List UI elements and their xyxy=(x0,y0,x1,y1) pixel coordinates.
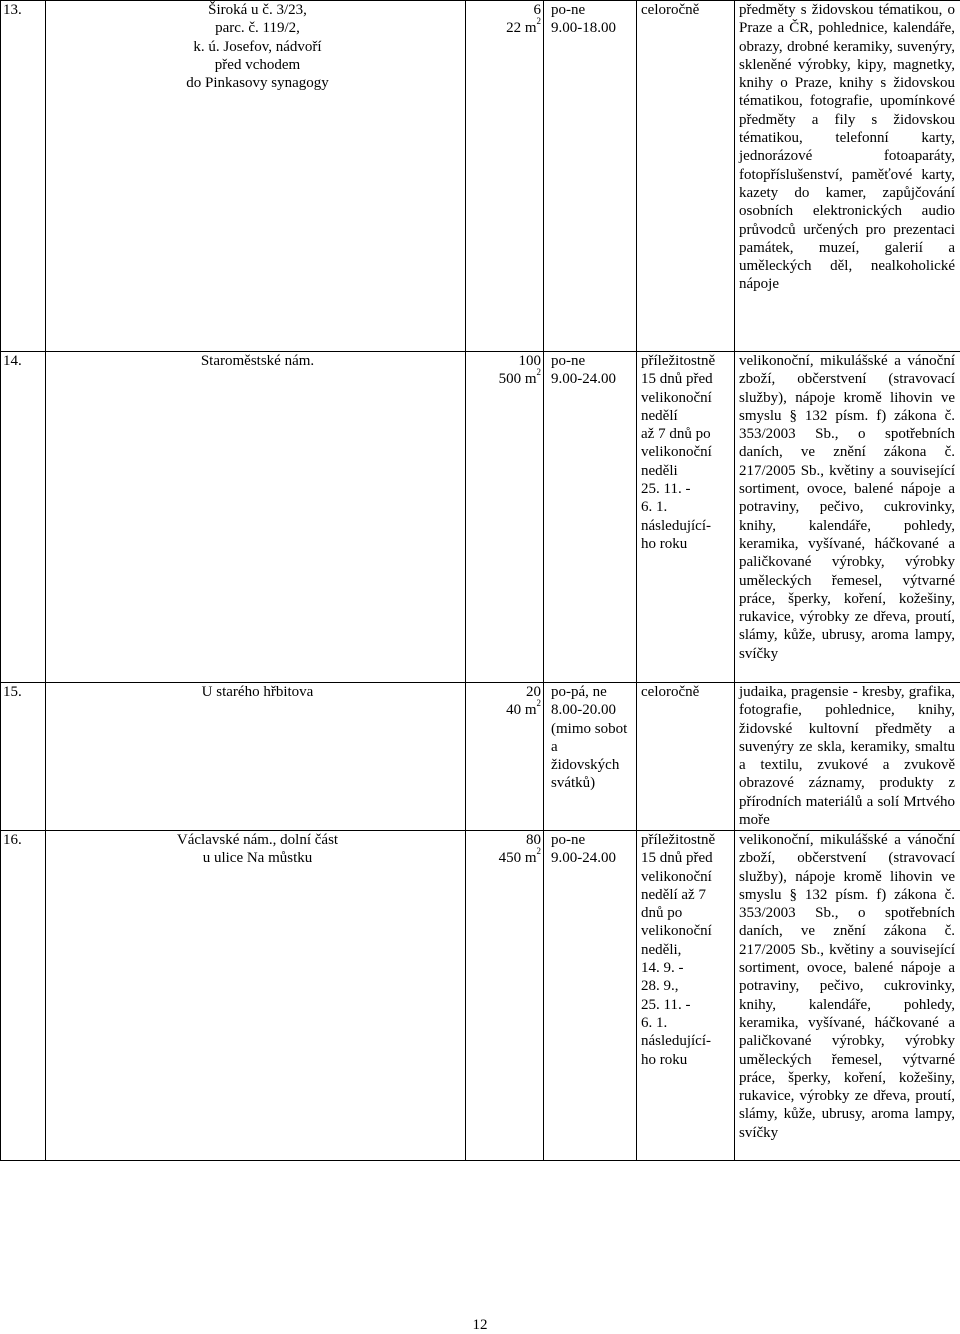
area-text: 450 m xyxy=(499,850,537,866)
row-number-cell xyxy=(1,1,46,352)
period-line: velikonoční xyxy=(641,868,730,886)
capacity-cell xyxy=(466,1,544,352)
period-line: velikonoční xyxy=(641,443,730,461)
period-cell xyxy=(637,1,735,352)
row-number: 14. xyxy=(3,353,22,369)
hours-line: po-ne xyxy=(551,1,636,19)
location-cell xyxy=(46,352,466,683)
period-line: následující- xyxy=(641,517,730,535)
period-line: velikonoční xyxy=(641,389,730,407)
period-line: dnů po xyxy=(641,904,730,922)
row-number-cell xyxy=(1,683,46,831)
hours-line: (mimo sobot xyxy=(551,720,636,738)
hours-line: po-ne xyxy=(551,831,636,849)
period-line: 14. 9. - xyxy=(641,959,730,977)
hours-cell xyxy=(544,683,637,831)
area-value xyxy=(466,19,541,37)
stall-count: 20 xyxy=(466,683,541,701)
period-line: až 7 dnů po xyxy=(641,425,730,443)
goods-cell xyxy=(735,683,960,831)
period-line: 6. 1. xyxy=(641,498,730,516)
goods-cell xyxy=(735,352,960,683)
goods-cell xyxy=(735,831,960,1161)
period-line: příležitostně xyxy=(641,352,730,370)
hours-line: 9.00-24.00 xyxy=(551,370,636,388)
period-line: příležitostně xyxy=(641,831,730,849)
period-line: 28. 9., xyxy=(641,977,730,995)
area-text: 22 m xyxy=(506,20,536,36)
hours-line: židovských xyxy=(551,756,636,774)
hours-cell xyxy=(544,831,637,1161)
location-line: U starého hřbitova xyxy=(50,683,465,701)
location-line: parc. č. 119/2, xyxy=(50,19,465,37)
stall-count: 6 xyxy=(466,1,541,19)
hours-line: po-ne xyxy=(551,352,636,370)
goods-text: velikonoční, mikulášské a vánoční zboží, občerstvení (stravovací služby), nápoje kromě lihovin ve smyslu § 132 písm. f) zákona č. 353/2003 Sb., o spotřebních daních, ve znění zákona č. 217/2005 Sb., květiny a související sortiment, ovoce, balené nápoje a potraviny, pečivo, cukrovinky, knihy, kalendáře, pohledy, keramika, vyšívané, háčkované a paličkované výrobky, výrobky uměleckých řemesel, výtvarné práce, šperky, koření, kožešiny, rukavice, výrobky ze dřeva, proutí, slámy, kůže, ubrusy, aroma lampy, svíčky xyxy=(739,831,955,1142)
location-line: u ulice Na můstku xyxy=(50,849,465,867)
period-line: nedělí až 7 xyxy=(641,886,730,904)
capacity-cell xyxy=(466,683,544,831)
goods-text: velikonoční, mikulášské a vánoční zboží, občerstvení (stravovací služby), nápoje kromě lihovin ve smyslu § 132 písm. f) zákona č. 353/2003 Sb., o spotřebních daních, ve znění zákona č. 217/2005 Sb., květiny a související sortiment, ovoce, balené nápoje a potraviny, pečivo, cukrovinky, knihy, kalendáře, pohledy, keramika, vyšívané, háčkované a paličkované výrobky, výrobky uměleckých řemesel, výtvarné práce, šperky, koření, kožešiny, rukavice, výrobky ze dřeva, proutí, slámy, kůže, ubrusy, aroma lampy, svíčky xyxy=(739,352,955,663)
period-cell xyxy=(637,683,735,831)
goods-text: předměty s židovskou tématikou, o Praze a ČR, pohlednice, kalendáře, obrazy, drobné keramiky, suvenýry, skleněné výrobky, kipy, magnetky, knihy o Praze, knihy s židovskou tématikou, fotografie, upomínkové předměty a fily s židovskou tématikou, telefonní karty, jednorázové fotoaparáty, fotopříslušenství, paměťové karty, kazety do kamer, zapůjčování osobních elektronických audio průvodců určených pro prezentaci památek, muzeí, galerií a uměleckých děl, nealkoholické nápoje xyxy=(739,1,955,294)
location-cell xyxy=(46,831,466,1161)
table-row xyxy=(1,352,960,683)
period-line: nedělí xyxy=(641,407,730,425)
area-superscript: 2 xyxy=(537,846,542,856)
goods-cell xyxy=(735,1,960,352)
location-cell xyxy=(46,683,466,831)
period-line: 25. 11. - xyxy=(641,996,730,1014)
period-cell xyxy=(637,352,735,683)
hours-cell xyxy=(544,352,637,683)
page-number: 12 xyxy=(0,1317,960,1334)
period-cell xyxy=(637,831,735,1161)
period-line: velikonoční xyxy=(641,922,730,940)
area-value xyxy=(466,370,541,388)
stall-count: 100 xyxy=(466,352,541,370)
location-line: do Pinkasovy synagogy xyxy=(50,74,465,92)
area-superscript: 2 xyxy=(537,367,542,377)
period-line: celoročně xyxy=(641,683,730,701)
period-line: ho roku xyxy=(641,1051,730,1069)
location-cell xyxy=(46,1,466,352)
goods-text: judaika, pragensie - kresby, grafika, fotografie, pohlednice, knihy, židovské kultovní předměty a suvenýry ze skla, keramiky, smaltu a textilu, zvukové a zvukově obrazové záznamy, produkty z přírodních materiálů a solí Mrtvého moře xyxy=(739,683,955,829)
hours-line: a xyxy=(551,738,636,756)
stall-count: 80 xyxy=(466,831,541,849)
hours-cell xyxy=(544,1,637,352)
area-value xyxy=(466,849,541,867)
hours-line: svátků) xyxy=(551,774,636,792)
area-value xyxy=(466,701,541,719)
row-number-cell xyxy=(1,352,46,683)
period-line: 15 dnů před xyxy=(641,370,730,388)
period-line: 25. 11. - xyxy=(641,480,730,498)
area-text: 40 m xyxy=(506,702,536,718)
area-superscript: 2 xyxy=(537,16,542,26)
capacity-cell xyxy=(466,831,544,1161)
hours-line: 8.00-20.00 xyxy=(551,701,636,719)
row-number: 15. xyxy=(3,684,22,700)
location-line: Staroměstské nám. xyxy=(50,352,465,370)
table-row xyxy=(1,683,960,831)
period-line: 6. 1. xyxy=(641,1014,730,1032)
hours-line: 9.00-24.00 xyxy=(551,849,636,867)
row-number: 13. xyxy=(3,2,22,18)
hours-line: po-pá, ne xyxy=(551,683,636,701)
period-line: celoročně xyxy=(641,1,730,19)
area-text: 500 m xyxy=(499,371,537,387)
area-superscript: 2 xyxy=(537,698,542,708)
period-line: neděli xyxy=(641,462,730,480)
period-line: 15 dnů před xyxy=(641,849,730,867)
table-row xyxy=(1,1,960,352)
location-line: k. ú. Josefov, nádvoří xyxy=(50,38,465,56)
hours-line: 9.00-18.00 xyxy=(551,19,636,37)
capacity-cell xyxy=(466,352,544,683)
period-line: neděli, xyxy=(641,941,730,959)
table-row xyxy=(1,831,960,1161)
period-line: následující- xyxy=(641,1032,730,1050)
location-line: před vchodem xyxy=(50,56,465,74)
row-number-cell xyxy=(1,831,46,1161)
row-number: 16. xyxy=(3,832,22,848)
location-line: Široká u č. 3/23, xyxy=(50,1,465,19)
period-line: ho roku xyxy=(641,535,730,553)
location-line: Václavské nám., dolní část xyxy=(50,831,465,849)
